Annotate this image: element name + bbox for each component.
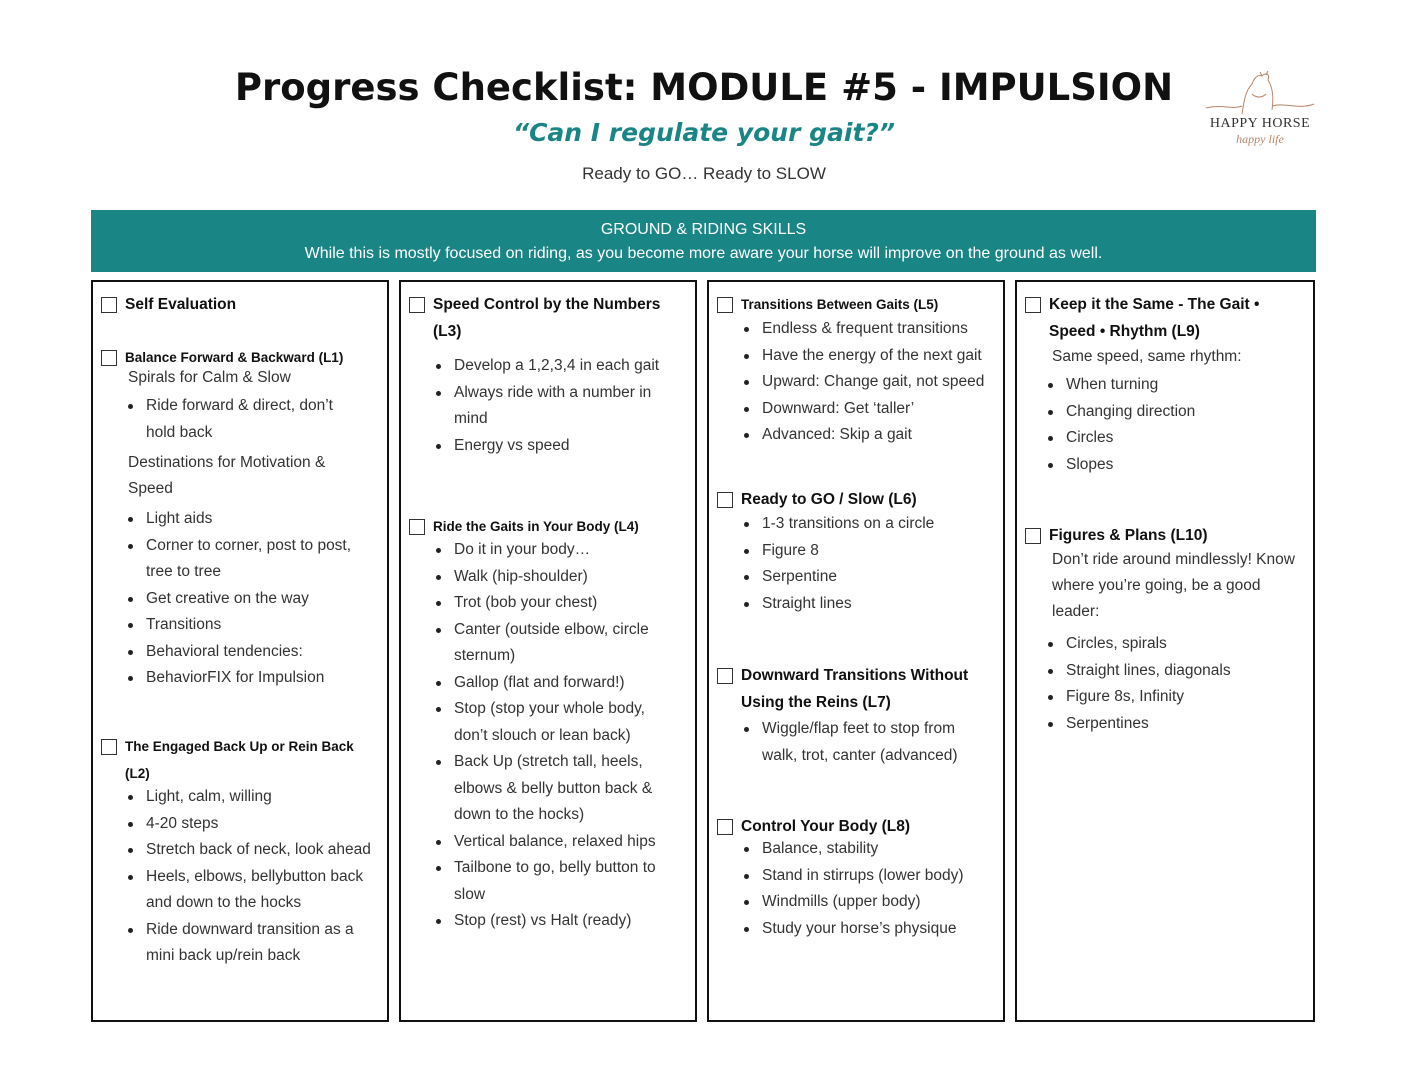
section-figures-plans bbox=[1025, 527, 1307, 737]
checkbox[interactable] bbox=[1025, 297, 1041, 313]
item-list bbox=[1048, 372, 1278, 478]
section-title: Speed Control by the Numbers (L3) bbox=[433, 296, 661, 340]
item-list bbox=[744, 836, 1004, 942]
item-list bbox=[128, 393, 333, 446]
list-item: Canter (outside elbow, circle sternum) bbox=[436, 617, 676, 670]
section-ride-the-gaits bbox=[409, 518, 689, 935]
section-ready-to-go bbox=[717, 491, 997, 617]
list-item: Balance, stability bbox=[744, 836, 1004, 863]
list-item: Figure 8s, Infinity bbox=[1048, 684, 1278, 711]
section-title: Figures & Plans (L10) bbox=[1049, 527, 1208, 544]
checkbox[interactable] bbox=[717, 492, 733, 508]
list-item: Straight lines, diagonals bbox=[1048, 658, 1278, 685]
section-title: Keep it the Same - The Gait • Speed • Rhythm (L9) bbox=[1049, 296, 1260, 340]
list-item: Figure 8 bbox=[744, 538, 1004, 565]
page-subtitle: “Can I regulate your gait?” bbox=[512, 118, 896, 147]
checkbox[interactable] bbox=[409, 297, 425, 313]
list-item: Tailbone to go, belly button to slow bbox=[436, 855, 676, 908]
list-item: Light, calm, willing bbox=[128, 784, 378, 811]
list-item: Gallop (flat and forward!) bbox=[436, 670, 676, 697]
list-item: 1-3 transitions on a circle bbox=[744, 511, 1004, 538]
page-title: Progress Checklist: MODULE #5 - IMPULSION bbox=[234, 66, 1174, 109]
section-lead: Destinations for Motivation & Speed bbox=[128, 454, 326, 497]
checkbox[interactable] bbox=[717, 819, 733, 835]
item-list bbox=[744, 716, 984, 769]
section-lead: Spirals for Calm & Slow bbox=[128, 369, 291, 386]
item-list bbox=[744, 511, 1004, 617]
list-item: Trot (bob your chest) bbox=[436, 590, 676, 617]
list-item: Endless & frequent transitions bbox=[744, 316, 1004, 343]
list-item: Downward: Get ‘taller’ bbox=[744, 396, 1004, 423]
checkbox[interactable] bbox=[717, 668, 733, 684]
list-item: Vertical balance, relaxed hips bbox=[436, 829, 676, 856]
list-item: Serpentine bbox=[744, 564, 1004, 591]
list-item: Circles, spirals bbox=[1048, 631, 1278, 658]
list-item: Windmills (upper body) bbox=[744, 889, 1004, 916]
checkbox[interactable] bbox=[1025, 528, 1041, 544]
checkbox[interactable] bbox=[409, 519, 425, 535]
list-item: Stop (rest) vs Halt (ready) bbox=[436, 908, 676, 935]
item-list bbox=[128, 506, 373, 692]
list-item: Back Up (stretch tall, heels, elbows & belly button back & down to the hocks) bbox=[436, 749, 676, 829]
section-title: Self Evaluation bbox=[125, 296, 237, 313]
section-control-your-body bbox=[717, 818, 997, 942]
section-title: Ride the Gaits in Your Body (L4) bbox=[433, 519, 639, 534]
item-list bbox=[744, 316, 1004, 449]
item-list bbox=[436, 353, 666, 459]
section-title: Transitions Between Gaits (L5) bbox=[741, 297, 939, 312]
column-4 bbox=[1015, 280, 1315, 1022]
list-item: Energy vs speed bbox=[436, 433, 666, 460]
list-item: Advanced: Skip a gait bbox=[744, 422, 1004, 449]
checkbox[interactable] bbox=[101, 739, 117, 755]
list-item: BehaviorFIX for Impulsion bbox=[128, 665, 373, 692]
list-item: Stop (stop your whole body, don’t slouch or lean back) bbox=[436, 696, 676, 749]
checkbox[interactable] bbox=[717, 297, 733, 313]
list-item: Behavioral tendencies: bbox=[128, 639, 373, 666]
list-item: Have the energy of the next gait bbox=[744, 343, 1004, 370]
section-title: Control Your Body (L8) bbox=[741, 818, 911, 835]
item-list bbox=[436, 537, 676, 935]
tagline: Ready to GO… Ready to SLOW bbox=[582, 164, 826, 183]
list-item: Corner to corner, post to post, tree to tree bbox=[128, 533, 373, 586]
skills-banner bbox=[91, 210, 1316, 272]
list-item: Stretch back of neck, look ahead bbox=[128, 837, 378, 864]
list-item: Upward: Change gait, not speed bbox=[744, 369, 1004, 396]
column-3 bbox=[707, 280, 1005, 1022]
section-engaged-back-up bbox=[101, 738, 381, 970]
section-transitions bbox=[717, 296, 997, 449]
list-item: Always ride with a number in mind bbox=[436, 380, 666, 433]
list-item: 4-20 steps bbox=[128, 811, 378, 838]
happy-horse-logo bbox=[1202, 70, 1318, 154]
column-1 bbox=[91, 280, 389, 1022]
list-item: Study your horse’s physique bbox=[744, 916, 1004, 943]
list-item: Circles bbox=[1048, 425, 1278, 452]
banner-text: While this is mostly focused on riding, as you become more aware your horse will improve on the ground as well. bbox=[304, 245, 1103, 262]
section-title: Downward Transitions Without Using the Reins (L7) bbox=[741, 667, 969, 711]
section-title: The Engaged Back Up or Rein Back (L2) bbox=[125, 739, 354, 781]
item-list bbox=[128, 784, 378, 970]
list-item: Heels, elbows, bellybutton back and down to the hocks bbox=[128, 864, 378, 917]
list-item: Straight lines bbox=[744, 591, 1004, 618]
section-title: Balance Forward & Backward (L1) bbox=[125, 350, 344, 365]
list-item: Stand in stirrups (lower body) bbox=[744, 863, 1004, 890]
item-list bbox=[1048, 631, 1278, 737]
section-lead: Same speed, same rhythm: bbox=[1052, 348, 1242, 365]
list-item: Serpentines bbox=[1048, 711, 1278, 738]
list-item: Do it in your body… bbox=[436, 537, 676, 564]
section-self-evaluation bbox=[101, 296, 381, 318]
checkbox[interactable] bbox=[101, 297, 117, 313]
horse-logo-icon bbox=[1202, 70, 1318, 120]
banner-heading: GROUND & RIDING SKILLS bbox=[600, 221, 807, 238]
list-item: Get creative on the way bbox=[128, 586, 373, 613]
list-item: Ride forward & direct, don’t hold back bbox=[128, 393, 333, 446]
section-keep-it-the-same bbox=[1025, 296, 1307, 478]
section-speed-control bbox=[409, 296, 689, 459]
logo-script: happy life bbox=[1236, 132, 1284, 146]
section-downward-transitions bbox=[717, 667, 997, 769]
list-item: When turning bbox=[1048, 372, 1278, 399]
section-balance bbox=[101, 349, 381, 692]
list-item: Ride downward transition as a mini back up/rein back bbox=[128, 917, 378, 970]
list-item: Changing direction bbox=[1048, 399, 1278, 426]
list-item: Transitions bbox=[128, 612, 373, 639]
list-item: Slopes bbox=[1048, 452, 1278, 479]
logo-text: HAPPY HORSE bbox=[1209, 116, 1311, 131]
list-item: Light aids bbox=[128, 506, 373, 533]
checkbox[interactable] bbox=[101, 350, 117, 366]
section-lead: Don’t ride around mindlessly! Know where you’re going, be a good leader: bbox=[1052, 551, 1295, 620]
section-title: Ready to GO / Slow (L6) bbox=[741, 491, 917, 508]
list-item: Walk (hip-shoulder) bbox=[436, 564, 676, 591]
list-item: Wiggle/flap feet to stop from walk, trot, canter (advanced) bbox=[744, 716, 984, 769]
column-2 bbox=[399, 280, 697, 1022]
list-item: Develop a 1,2,3,4 in each gait bbox=[436, 353, 666, 380]
